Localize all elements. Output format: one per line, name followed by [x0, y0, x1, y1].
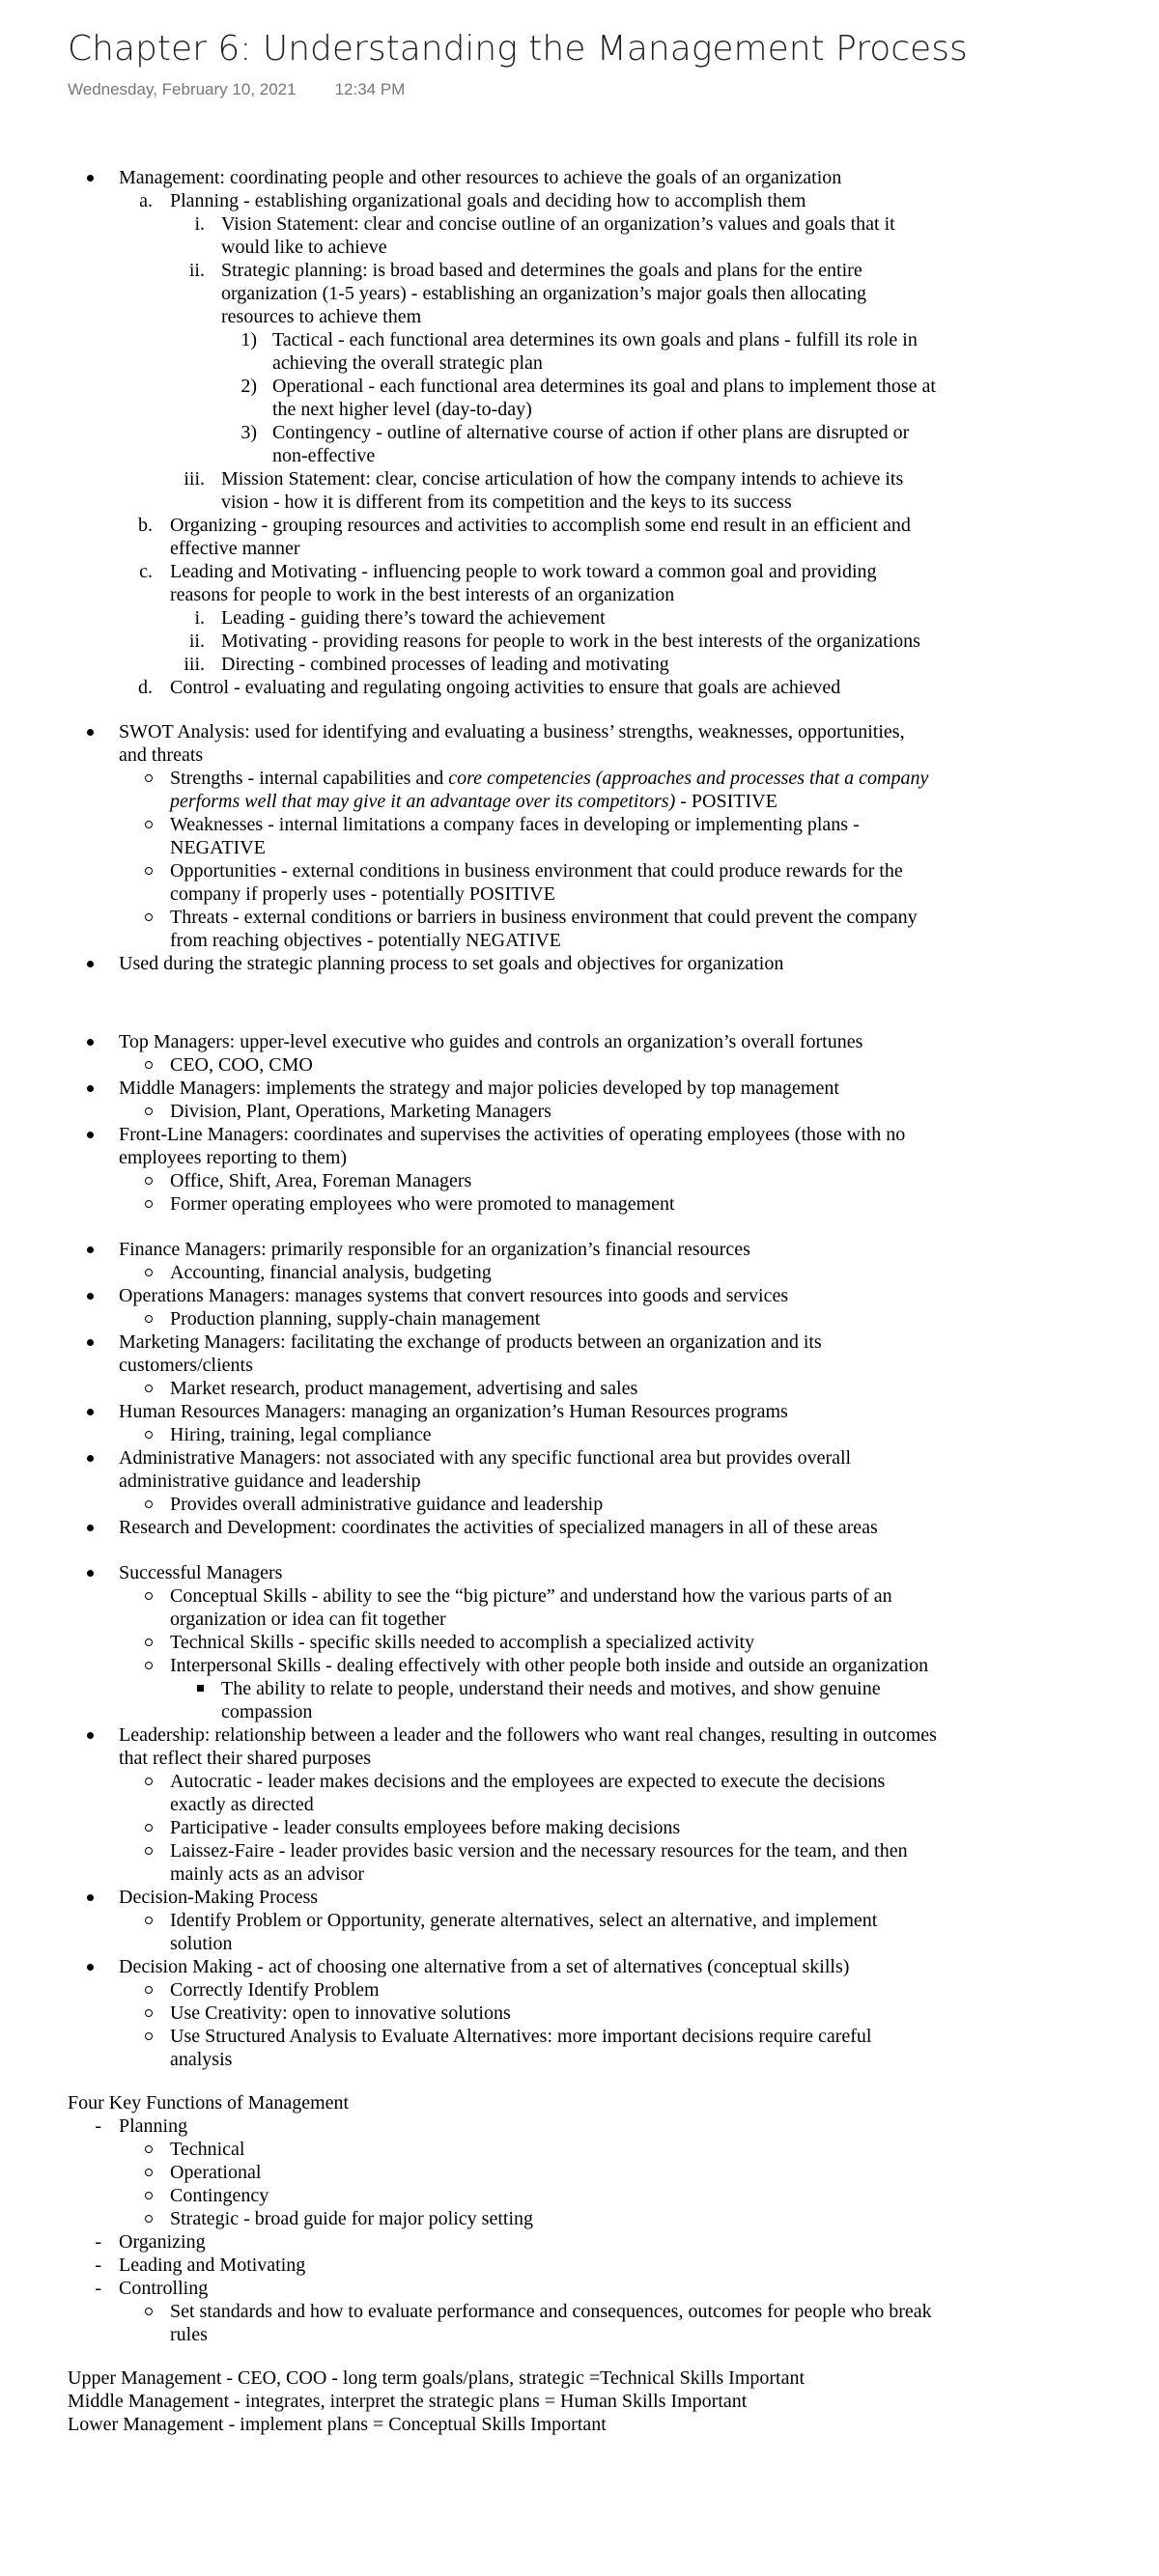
list-item: d. Control - evaluating and regulating ongoing activities to ensure that goals are achieved	[68, 676, 937, 699]
dash-marker: -	[95, 2115, 101, 2137]
management-section	[68, 166, 937, 699]
list-item: Use Structured Analysis to Evaluate Alternatives: more important decisions require careful analysis	[170, 2026, 872, 2070]
summary-line: Middle Management - integrates, interpret the strategic plans = Human Skills Important	[68, 2391, 748, 2412]
list-item: 2) Operational - each functional area determines its goal and plans to implement those at the next higher level (day-to-day)	[68, 375, 937, 421]
dash-marker: -	[95, 2231, 101, 2253]
manager-levels-section	[68, 1030, 937, 1216]
list-marker: 2)	[240, 376, 257, 397]
list-item: Office, Shift, Area, Foreman Managers	[170, 1170, 472, 1191]
list-item: Top Managers: upper-level executive who guides and controls an organization’s overall fortunes	[119, 1031, 863, 1052]
list-item: Decision Making - act of choosing one alternative from a set of alternatives (conceptual skills)	[119, 1956, 850, 1977]
list-item: - Controlling	[68, 2277, 937, 2300]
list-item: Front-Line Managers: coordinates and supervises the activities of operating employees (those with no employees reporting to them)	[119, 1124, 906, 1168]
manager-areas-section	[68, 1238, 937, 1539]
list-item: Division, Plant, Operations, Marketing Managers	[170, 1101, 551, 1122]
list-item: - Planning	[68, 2114, 937, 2138]
list-item: Former operating employees who were promoted to management	[170, 1193, 675, 1215]
list-item: Human Resources Managers: managing an organization’s Human Resources programs	[119, 1401, 788, 1422]
list-item: Marketing Managers: facilitating the exchange of products between an organization and its customers/clients	[119, 1331, 822, 1376]
summary-section	[68, 2366, 937, 2436]
list-marker: ii.	[188, 260, 205, 281]
list-item: Use Creativity: open to innovative solutions	[170, 2002, 511, 2024]
list-item: Hiring, training, legal compliance	[170, 1424, 432, 1445]
summary-line: Lower Management - implement plans = Conceptual Skills Important	[68, 2414, 607, 2435]
page-timestamp	[68, 80, 405, 99]
list-item: Strengths - internal capabilities and core competencies (approaches and processes that a company performs well that may give it an advantage over its competitors) - POSITIVE	[170, 768, 929, 812]
list-item: Identify Problem or Opportunity, generate alternatives, select an alternative, and implement solution	[170, 1910, 878, 1954]
page-title[interactable]: Chapter 6: Understanding the Management Process	[68, 29, 968, 69]
page-date: Wednesday, February 10, 2021	[68, 80, 297, 98]
list-marker: b.	[138, 515, 153, 536]
note-content[interactable]	[68, 166, 937, 2436]
list-item: Interpersonal Skills - dealing effectively with other people both inside and outside an organization	[170, 1655, 929, 1676]
dash-marker: -	[95, 2278, 101, 2299]
four-functions-section	[68, 2091, 937, 2346]
list-item: Finance Managers: primarily responsible for an organization’s financial resources	[119, 1239, 750, 1260]
list-item: CEO, COO, CMO	[170, 1054, 313, 1076]
list-item: ii. Strategic planning: is broad based and determines the goals and plans for the entire organization (1-5 years) - establishing an organization’s major goals then allocating resources to achieve them	[68, 259, 937, 328]
list-item: Leadership: relationship between a leader and the followers who want real changes, resulting in outcomes that reflect their shared purposes	[119, 1724, 937, 1769]
list-item: Technical Skills - specific skills needed to accomplish a specialized activity	[170, 1632, 755, 1653]
list-item: Administrative Managers: not associated with any specific functional area but provides overall administrative guidance and leadership	[119, 1447, 852, 1492]
list-item: Research and Development: coordinates the activities of specialized managers in all of these areas	[119, 1517, 878, 1538]
list-item: Accounting, financial analysis, budgeting	[170, 1262, 492, 1283]
list-item: Market research, product management, advertising and sales	[170, 1378, 638, 1399]
list-item: i. Leading - guiding there’s toward the achievement	[68, 606, 937, 630]
page-time: 12:34 PM	[334, 80, 406, 98]
list-marker: 1)	[240, 329, 257, 350]
list-item: Strategic - broad guide for major policy setting	[170, 2208, 534, 2229]
skills-section	[68, 1561, 937, 2071]
section-heading: Four Key Functions of Management	[68, 2092, 350, 2114]
list-marker: i.	[194, 213, 205, 235]
list-item: Weaknesses - internal limitations a company faces in developing or implementing plans - NEGATIVE	[170, 814, 860, 858]
list-item: Autocratic - leader makes decisions and the employees are expected to execute the decisions exactly as directed	[170, 1771, 886, 1815]
list-item: Operations Managers: manages systems that convert resources into goods and services	[119, 1285, 789, 1306]
list-item: Set standards and how to evaluate performance and consequences, outcomes for people who break rules	[170, 2301, 932, 2345]
list-item: Opportunities - external conditions in business environment that could produce rewards for the company if properly uses - potentially POSITIVE	[170, 860, 903, 905]
list-item: Participative - leader consults employees before making decisions	[170, 1817, 681, 1838]
list-marker: d.	[138, 677, 153, 698]
list-item: - Leading and Motivating	[68, 2254, 937, 2277]
list-item: Laissez-Faire - leader provides basic version and the necessary resources for the team, and then mainly acts as an advisor	[170, 1840, 908, 1885]
list-item: Provides overall administrative guidance and leadership	[170, 1494, 604, 1515]
list-item: b. Organizing - grouping resources and activities to accomplish some end result in an efficient and effective manner	[68, 514, 937, 560]
list-item: Correctly Identify Problem	[170, 1979, 380, 2001]
list-marker: 3)	[240, 422, 257, 443]
dash-marker: -	[95, 2254, 101, 2276]
list-item: Used during the strategic planning process to set goals and objectives for organization	[119, 953, 784, 974]
list-item: The ability to relate to people, understand their needs and motives, and show genuine compassion	[221, 1678, 881, 1722]
list-marker: i.	[194, 607, 205, 629]
list-item: iii. Directing - combined processes of leading and motivating	[68, 653, 937, 676]
list-item: a. Planning - establishing organizational goals and deciding how to accomplish them	[68, 189, 937, 212]
summary-line: Upper Management - CEO, COO - long term goals/plans, strategic =Technical Skills Important	[68, 2367, 806, 2389]
list-item: Successful Managers	[119, 1562, 283, 1583]
list-marker: c.	[139, 561, 153, 582]
list-item: Management: coordinating people and other resources to achieve the goals of an organization	[119, 167, 842, 188]
list-item: - Organizing	[68, 2230, 937, 2254]
list-item: iii. Mission Statement: clear, concise articulation of how the company intends to achieve its vision - how it is different from its competition and the keys to its success	[68, 467, 937, 514]
list-item: 1) Tactical - each functional area determines its own goals and plans - fulfill its role in achieving the overall strategic plan	[68, 328, 937, 375]
list-item: Contingency	[170, 2185, 269, 2206]
list-marker: iii.	[184, 468, 205, 490]
swot-section	[68, 720, 937, 975]
list-item: Production planning, supply-chain management	[170, 1308, 541, 1330]
list-marker: a.	[139, 190, 153, 211]
list-item: Conceptual Skills - ability to see the “big picture” and understand how the various parts of an organization or idea can fit together	[170, 1585, 892, 1630]
list-item: Threats - external conditions or barriers in business environment that could prevent the company from reaching objectives - potentially NEGATIVE	[170, 907, 918, 951]
list-item: c. Leading and Motivating - influencing people to work toward a common goal and providing reasons for people to work in the best interests of an organization	[68, 560, 937, 606]
list-item: Middle Managers: implements the strategy and major policies developed by top management	[119, 1078, 839, 1099]
list-marker: iii.	[184, 654, 205, 675]
list-item: 3) Contingency - outline of alternative course of action if other plans are disrupted or non-effective	[68, 421, 937, 467]
list-item: Operational	[170, 2162, 262, 2183]
list-item: i. Vision Statement: clear and concise outline of an organization’s values and goals that it would like to achieve	[68, 212, 937, 259]
list-marker: ii.	[188, 630, 205, 652]
list-item: Decision-Making Process	[119, 1887, 319, 1908]
emphasis-text: core competencies (approaches and processes that a company performs well that may give it an advantage over its competitors)	[170, 768, 929, 812]
list-item: SWOT Analysis: used for identifying and evaluating a business’ strengths, weaknesses, opportunities, and threats	[119, 721, 905, 766]
list-item: Technical	[170, 2139, 245, 2160]
list-item: ii. Motivating - providing reasons for people to work in the best interests of the organizations	[68, 630, 937, 653]
